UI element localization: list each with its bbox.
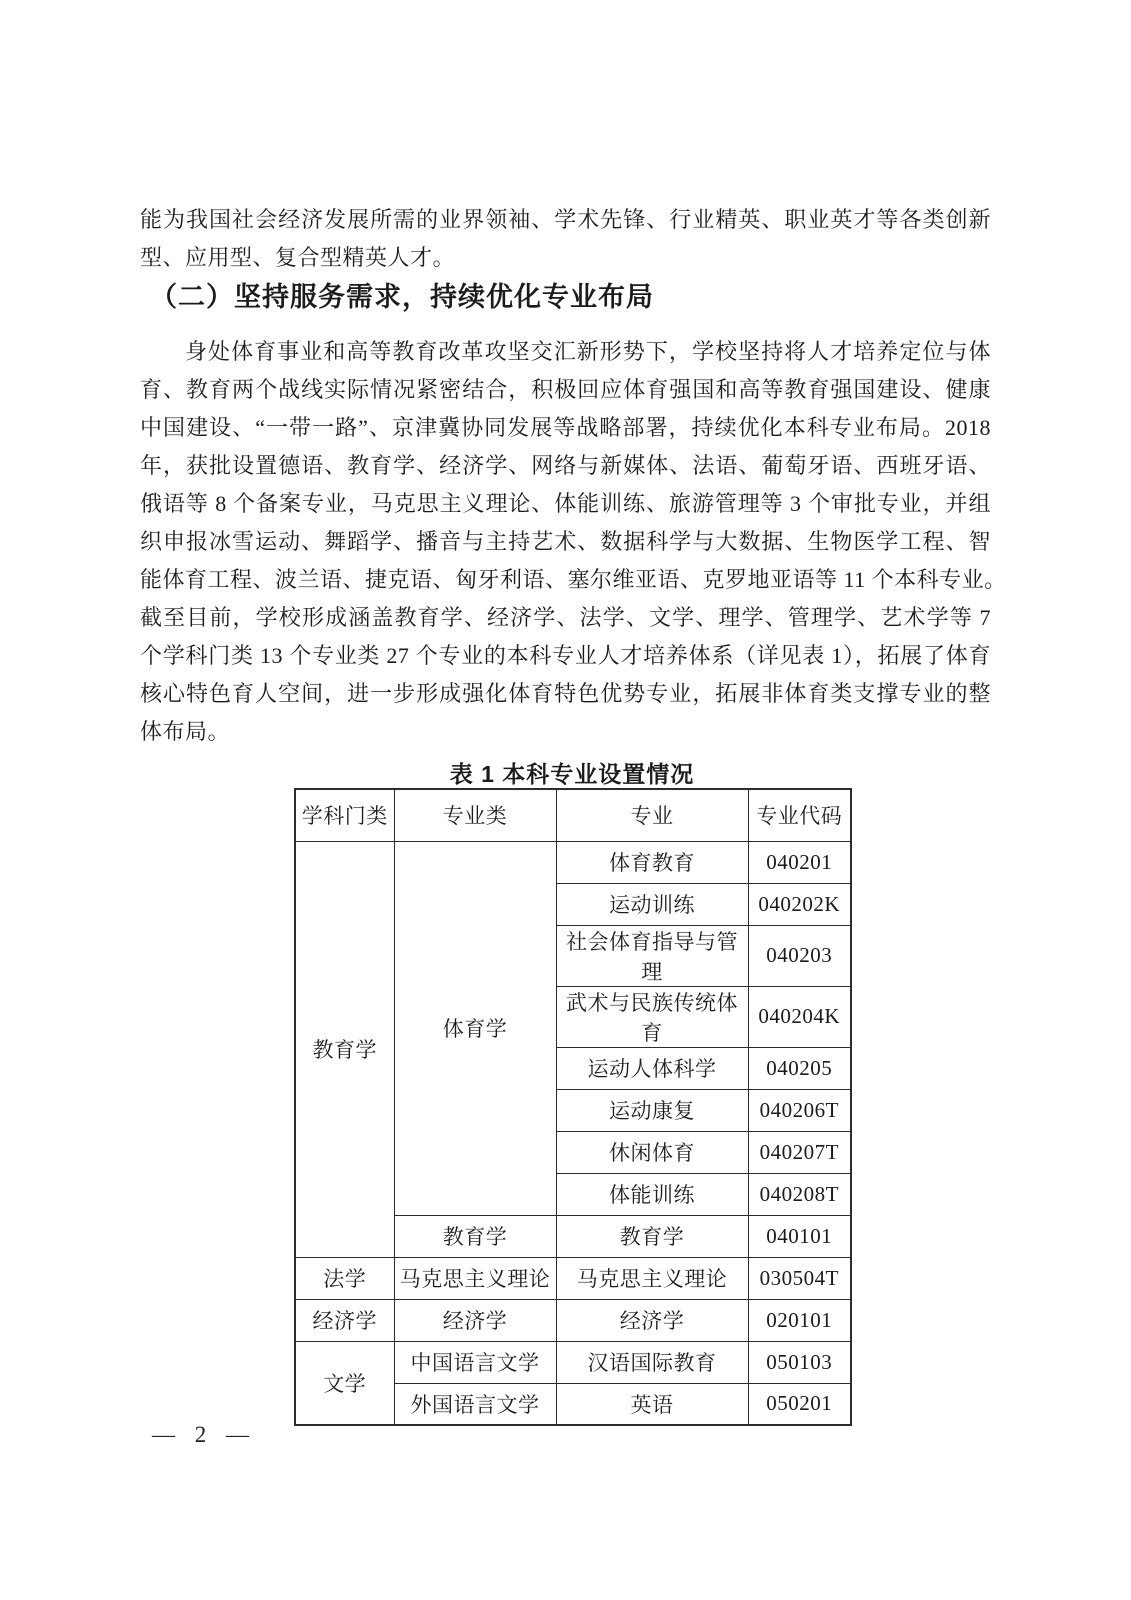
header-major-class: 专业类 xyxy=(394,789,556,841)
major-cell: 英语 xyxy=(556,1383,748,1425)
table-row xyxy=(295,1341,851,1383)
text-line: 核心特色育人空间，进一步形成强化体育特色优势专业，拓展非体育类支撑专业的整 xyxy=(140,681,991,706)
text-line: 年，获批设置德语、教育学、经济学、网络与新媒体、法语、葡萄牙语、西班牙语、 xyxy=(140,453,991,478)
major-code-cell: 040201 xyxy=(748,841,851,883)
major-class-cell: 体育学 xyxy=(394,841,556,1215)
major-cell: 经济学 xyxy=(556,1299,748,1341)
major-code-cell: 050103 xyxy=(748,1341,851,1383)
discipline-category-cell: 教育学 xyxy=(295,841,394,1257)
major-code-cell: 040208T xyxy=(748,1173,851,1215)
table-row xyxy=(295,1299,851,1341)
major-cell: 运动康复 xyxy=(556,1089,748,1131)
major-class-cell: 中国语言文学 xyxy=(394,1341,556,1383)
major-code-cell: 030504T xyxy=(748,1257,851,1299)
header-discipline-category: 学科门类 xyxy=(295,789,394,841)
major-cell: 社会体育指导与管理 xyxy=(556,925,748,986)
text-line: 俄语等 8 个备案专业，马克思主义理论、体能训练、旅游管理等 3 个审批专业，并组 xyxy=(140,491,991,516)
major-code-cell: 050201 xyxy=(748,1383,851,1425)
major-cell: 马克思主义理论 xyxy=(556,1257,748,1299)
major-cell: 运动训练 xyxy=(556,883,748,925)
major-code-cell: 040206T xyxy=(748,1089,851,1131)
text-line: 育、教育两个战线实际情况紧密结合，积极回应体育强国和高等教育强国建设、健康 xyxy=(140,377,991,402)
major-class-cell: 外国语言文学 xyxy=(394,1383,556,1425)
major-code-cell: 040205 xyxy=(748,1047,851,1089)
major-code-cell: 040204K xyxy=(748,986,851,1047)
major-class-cell: 经济学 xyxy=(394,1299,556,1341)
table-header-row xyxy=(295,789,851,841)
text-line: 织申报冰雪运动、舞蹈学、播音与主持艺术、数据科学与大数据、生物医学工程、智 xyxy=(140,529,991,554)
major-cell: 体能训练 xyxy=(556,1173,748,1215)
major-cell: 运动人体科学 xyxy=(556,1047,748,1089)
text-line: 身处体育事业和高等教育改革攻坚交汇新形势下，学校坚持将人才培养定位与体 xyxy=(185,339,991,364)
text-line: 截至目前，学校形成涵盖教育学、经济学、法学、文学、理学、管理学、艺术学等 7 xyxy=(140,605,991,630)
majors-table xyxy=(294,788,852,1426)
table-row xyxy=(295,841,851,883)
table-row xyxy=(295,1257,851,1299)
major-code-cell: 020101 xyxy=(748,1299,851,1341)
table-caption: 表 1 本科专业设置情况 xyxy=(449,761,695,787)
intro-paragraph xyxy=(140,201,991,277)
major-class-cell: 教育学 xyxy=(394,1215,556,1257)
text-line: 能体育工程、波兰语、捷克语、匈牙利语、塞尔维亚语、克罗地亚语等 11 个本科专业。 xyxy=(140,567,1007,592)
major-class-cell: 马克思主义理论 xyxy=(394,1257,556,1299)
major-code-cell: 040203 xyxy=(748,925,851,986)
discipline-category-cell: 经济学 xyxy=(295,1299,394,1341)
text-line: 个学科门类 13 个专业类 27 个专业的本科专业人才培养体系（详见表 1），拓展了体育 xyxy=(140,643,991,668)
header-major: 专业 xyxy=(556,789,748,841)
major-cell: 休闲体育 xyxy=(556,1131,748,1173)
major-cell: 汉语国际教育 xyxy=(556,1341,748,1383)
text-line: 能为我国社会经济发展所需的业界领袖、学术先锋、行业精英、职业英才等各类创新 xyxy=(140,207,991,232)
header-major-code: 专业代码 xyxy=(748,789,851,841)
text-line: 型、应用型、复合型精英人才。 xyxy=(140,245,456,270)
discipline-category-cell: 文学 xyxy=(295,1341,394,1425)
major-cell: 教育学 xyxy=(556,1215,748,1257)
discipline-category-cell: 法学 xyxy=(295,1257,394,1299)
text-line: 中国建设、“一带一路”、京津冀协同发展等战略部署，持续优化本科专业布局。2018 xyxy=(140,415,991,440)
section-heading: （二）坚持服务需求，持续优化专业布局 xyxy=(150,282,654,312)
major-code-cell: 040101 xyxy=(748,1215,851,1257)
text-line: 体布局。 xyxy=(140,719,231,744)
major-code-cell: 040202K xyxy=(748,883,851,925)
page-number: — 2 — xyxy=(152,1422,251,1447)
major-code-cell: 040207T xyxy=(748,1131,851,1173)
major-cell: 体育教育 xyxy=(556,841,748,883)
body-paragraph xyxy=(140,333,1007,751)
major-cell: 武术与民族传统体育 xyxy=(556,986,748,1047)
